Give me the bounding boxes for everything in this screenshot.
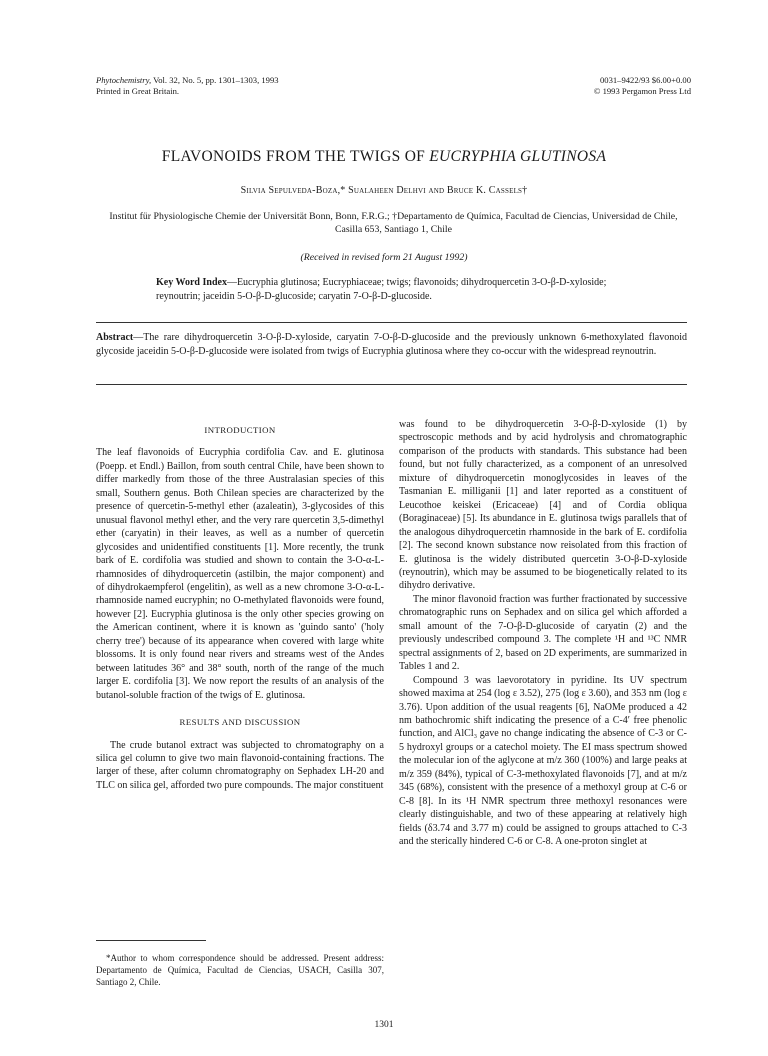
header-left (96, 75, 279, 97)
left-column (96, 424, 384, 792)
right-paragraph-2: The minor flavonoid fraction was further fractionated by successive chromatographic runs on Sephadex and on silica gel which afforded a small amount of the 7-O-β-D-glucoside of caryatin (2) and the previously undescribed compound 3. The complete ¹H and ¹³C NMR spectral assignments of 2, based on 2D experiments, are summarized in Tables 1 and 2. (399, 593, 687, 673)
header-citation (96, 75, 279, 86)
journal-name: Phytochemistry, (96, 75, 152, 85)
citation: Vol. 32, No. 5, pp. 1301–1303, 1993 (153, 75, 279, 85)
printed-in: Printed in Great Britain. (96, 86, 180, 96)
heading-introduction: INTRODUCTION (204, 425, 276, 435)
title-main: FLAVONOIDS FROM THE TWIGS OF (161, 148, 430, 165)
heading-results: RESULTS AND DISCUSSION (179, 717, 301, 728)
keywords-text: —Eucryphia glutinosa; Eucryphiaceae; twigs; flavonoids; dihydroquercetin 3-O-β-D-xyloside; reynoutrin; jaceidin 5-O-β-D-glucoside; caryatin 7-O-β-D-glucoside. (156, 277, 607, 302)
abstract-label: Abstract (96, 332, 134, 343)
divider-bottom (96, 384, 687, 385)
affiliation: Institut für Physiologische Chemie der Universität Bonn, Bonn, F.R.G.; †Departamento de Química, Facultad de Ciencias, Universidad de Chile, Casilla 653, Santiago 1, Chile (109, 211, 678, 235)
right-paragraph-1: was found to be dihydroquercetin 3-O-β-D-xyloside (1) by spectroscopic methods and by acid hydrolysis and chromatographic comparison of the products with standards. This substance had been found, but not fully characterized, as a component of an unresolved mixture of dihydroquercetin monoglycosides in leaves of the Tasmanian E. milliganii [1] and later reported as a constituent of Leucothoe keiskei (Ericaceae) [4] and of Cordia obliqua (Boraginaceae) [5]. Its abundance in E. glutinosa twigs parallels that of the analogous dihydroquercetin rhamnoside in the bark of E. cordifolia [2]. The second known substance now reisolated from this fraction of E. glutinosa is the widely distributed quercetin 3-O-β-D-xyloside (reynoutrin), which may be assumed to be biogenetically related to its dihydro derivative. (399, 419, 687, 592)
footnote-text: *Author to whom correspondence should be addressed. Present address: Departamento de Química, Facultad de Ciencias, USACH, Casilla 307, Santiago 2, Chile. (96, 953, 384, 987)
footnote (96, 952, 384, 988)
right-column (399, 418, 687, 849)
keywords-label: Key Word Index (156, 277, 227, 288)
received-date: (Received in revised form 21 August 1992) (300, 252, 468, 263)
title-species: EUCRYPHIA GLUTINOSA (429, 148, 607, 165)
article-code: 0031–9422/93 $6.00+0.00 (599, 75, 691, 85)
keywords (156, 276, 636, 303)
abstract (96, 331, 687, 358)
footnote-divider (96, 940, 206, 941)
intro-paragraph: The leaf flavonoids of Eucryphia cordifolia Cav. and E. glutinosa (Poepp. et Endl.) Baillon, from south central Chile, have been shown to differ markedly from those of the three Australasian species of this small, Southern genus. Both Chilean species are characterized by the presence of quercetin-5-methyl ether (azaleatin), 3-glycosides of this unusual flavonol methyl ether, and the very rare quercetin 3,5-dimethyl ether (caryatin) in their leaves, as well as a number of quercetin glycosides and unidentified constituents [1]. More recently, the trunk bark of E. cordifolia was studied and shown to contain the 3-O-α-L-rhamnosides of dihydroquercetin (astilbin, the major component) and of dihydrokaempferol (engelitin), as well as a new chromone 3-O-α-L-rhamnoside named eucryphin; no O-methylated flavonoids were found, however [2]. Eucryphia glutinosa is the only other species growing on the American continent, where it is known as 'guindo santo' ('holy cherry tree') because of its appearance when covered with large white blossoms. It is only found near rivers and streams west of the Andes between latitudes 36° and 38° south, north of the range of the much larger E. cordifolia [3]. We now report the results of an analysis of the butanol-soluble fraction of the twigs of E. glutinosa. (96, 447, 384, 701)
results-paragraph: The crude butanol extract was subjected to chromatography on a silica gel column to give two main flavonoid-containing fractions. The larger of these, after column chromatography on Sephadex LH-20 and TLC on silica gel, afforded two pure compounds. The major constituent (96, 739, 384, 791)
header-right (594, 75, 691, 97)
right-paragraph-3: Compound 3 was laevorotatory in pyridine. Its UV spectrum showed maxima at 254 (log ε 3.52), 275 (log ε 3.60), and 353 nm (log ε 3.76). Upon addition of the usual reagents [6], NaOMe produced a 42 nm bathochromic shift indicating the presence of a C-4′ free phenolic function, and AlCl₃ gave no change indicating the absence of C-3 or C-5 hydroxyl groups or a catechol moiety. The EI mass spectrum showed the molecular ion of the aglycone at m/z 360 (100%) and large peaks at m/z 359 (84%), typical of C-3-methoxylated flavonoids [7], and at m/z 345 (68%), consistent with the presence of a methoxyl group at C-6 or C-8 [8]. In its ¹H NMR spectrum three methoxyl resonances were clearly distinguishable, and two of these appearing at relatively high fields (δ3.74 and 3.77 m) could be assigned to groups attached to C-3 and the sterically hindered C-6 or C-8. A one-proton singlet at (399, 674, 687, 848)
abstract-text: —The rare dihydroquercetin 3-O-β-D-xyloside, caryatin 7-O-β-D-glucoside and the previously unknown 6-methoxylated flavonoid glycoside jaceidin 5-O-β-D-glucoside were isolated from twigs of Eucryphia glutinosa where they co-occur with the widespread reynoutrin. (96, 332, 687, 357)
article-title (0, 148, 768, 166)
copyright: © 1993 Pergamon Press Ltd (593, 86, 691, 96)
page-number: 1301 (374, 1020, 394, 1030)
divider-top (96, 322, 687, 323)
authors: Silvia Sepulveda-Boza,* Sualaheen Delhvi and Bruce K. Cassels† (240, 185, 528, 196)
